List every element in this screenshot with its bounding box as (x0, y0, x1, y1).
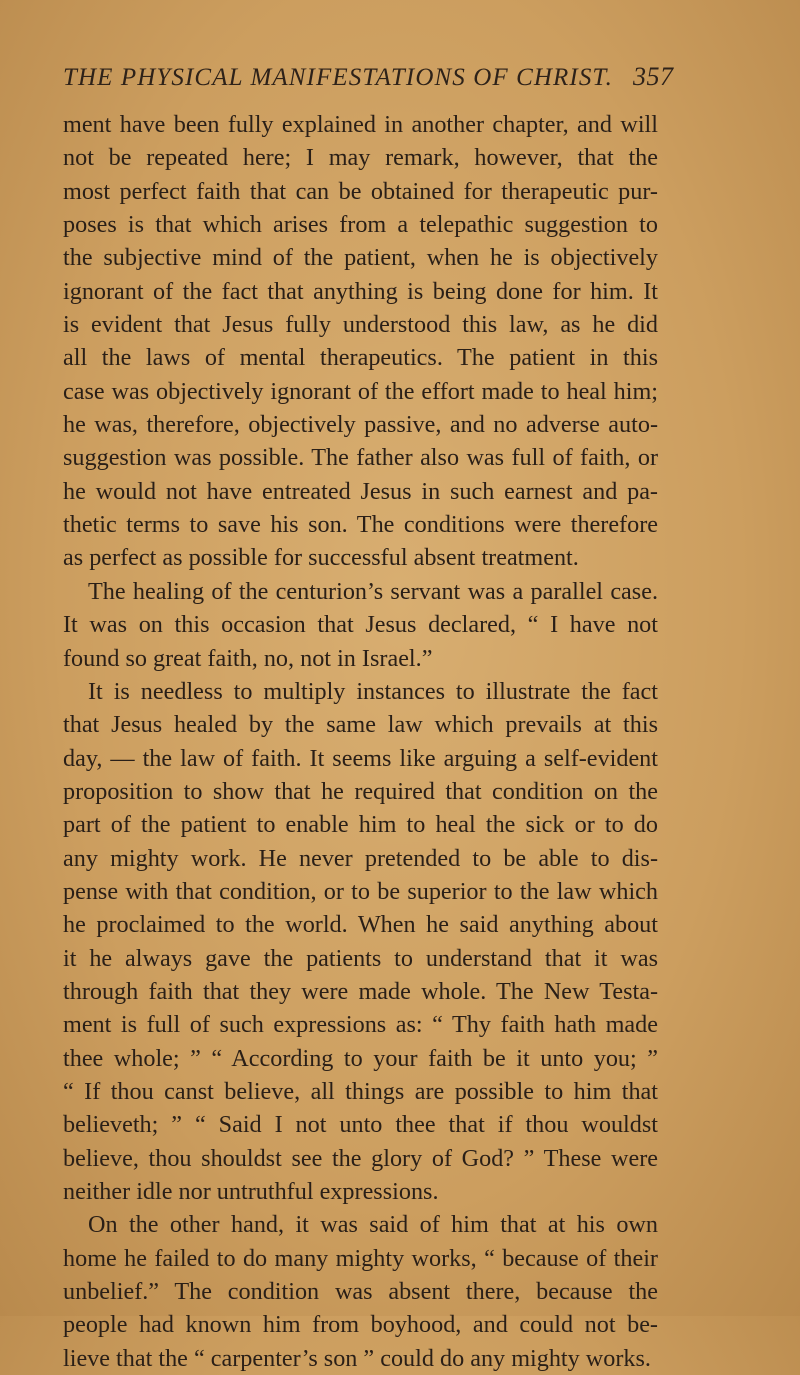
text-line: as perfect as possible for successful absent treatment. (63, 544, 579, 572)
text-line: all the laws of mental therapeutics. The patient in this (63, 344, 658, 372)
text-line: any mighty work. He never pretended to be able to dis- (63, 844, 658, 872)
text-line: day, — the law of faith. It seems like arguing a self-evident (63, 744, 658, 772)
text-line: through faith that they were made whole. The New Testa- (63, 977, 658, 1005)
text-line: found so great faith, no, not in Israel.” (63, 644, 433, 672)
body-text (63, 108, 658, 1375)
text-line: he was, therefore, objectively passive, and no adverse auto- (63, 411, 658, 439)
text-line: thee whole; ” “ According to your faith be it unto you; ” (63, 1044, 658, 1072)
text-line: home he failed to do many mighty works, “ because of their (63, 1244, 658, 1272)
text-line: the subjective mind of the patient, when he is objectively (63, 244, 658, 272)
text-line: ignorant of the fact that anything is being done for him. It (63, 277, 658, 305)
text-line: thetic terms to save his son. The conditions were therefore (63, 511, 658, 539)
text-line: not be repeated here; I may remark, however, that the (63, 144, 658, 172)
text-line: On the other hand, it was said of him that at his own (88, 1211, 658, 1239)
text-line: unbelief.” The condition was absent there, because the (63, 1278, 658, 1306)
text-line: ment have been fully explained in another chapter, and will (63, 111, 658, 138)
text-line: believe, thou shouldst see the glory of God? ” These were (63, 1144, 658, 1172)
running-head-title: THE PHYSICAL MANIFESTATIONS OF CHRIST. (63, 64, 613, 91)
text-line: part of the patient to enable him to heal the sick or to do (63, 811, 658, 839)
text-line: ment is full of such expressions as: “ Thy faith hath made (63, 1011, 658, 1039)
running-head (63, 62, 674, 100)
text-line: “ If thou canst believe, all things are possible to him that (63, 1077, 658, 1105)
text-line: he proclaimed to the world. When he said anything about (63, 911, 658, 939)
page-number: 357 (633, 62, 674, 91)
text-line: It was on this occasion that Jesus declared, “ I have not (63, 611, 658, 639)
text-line: proposition to show that he required that condition on the (63, 777, 658, 805)
text-line: is evident that Jesus fully understood this law, as he did (63, 311, 658, 339)
text-line: people had known him from boyhood, and could not be- (63, 1311, 658, 1339)
text-line: It is needless to multiply instances to illustrate the fact (88, 677, 658, 705)
text-line: it he always gave the patients to understand that it was (63, 944, 658, 972)
text-line: The healing of the centurion’s servant was a parallel case. (88, 577, 658, 605)
text-line: neither idle nor untruthful expressions. (63, 1178, 439, 1205)
text-line: poses is that which arises from a telepathic suggestion to (63, 211, 658, 239)
text-line: case was objectively ignorant of the effort made to heal him; (63, 377, 658, 405)
text-line: that Jesus healed by the same law which prevails at this (63, 711, 658, 739)
text-line: lieve that the “ carpenter’s son ” could do any mighty works. (63, 1344, 651, 1372)
text-line: most perfect faith that can be obtained for therapeutic pur- (63, 177, 658, 205)
text-line: suggestion was possible. The father also was full of faith, or (63, 444, 658, 472)
text-line: believeth; ” “ Said I not unto thee that if thou wouldst (63, 1111, 658, 1139)
text-line: he would not have entreated Jesus in such earnest and pa- (63, 477, 658, 505)
text-line: pense with that condition, or to be superior to the law which (63, 877, 658, 905)
